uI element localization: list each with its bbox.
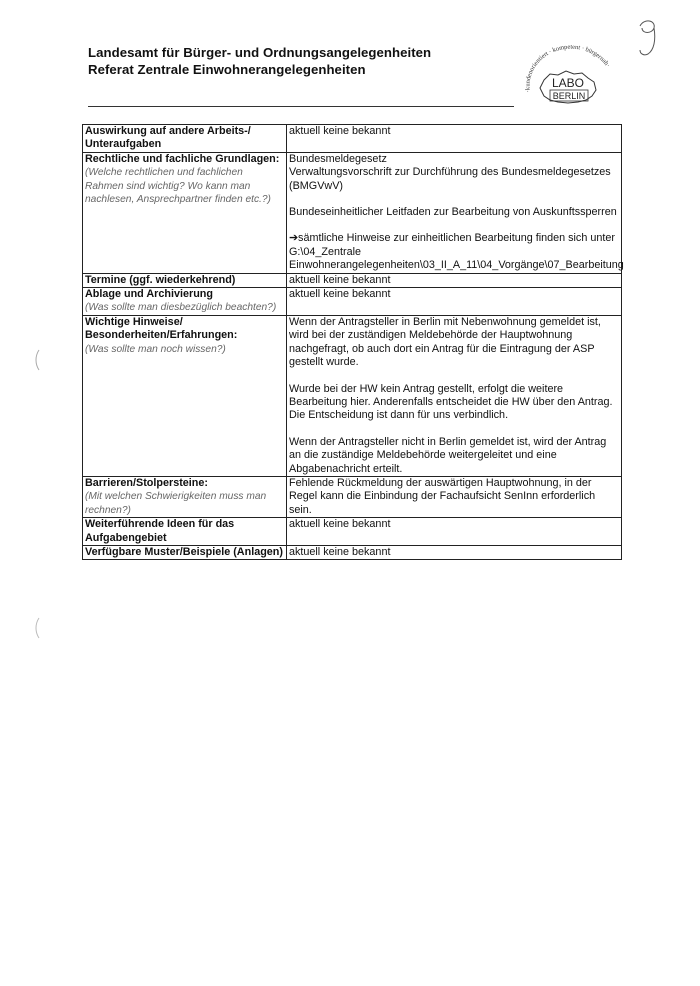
table-row [83,288,622,316]
row-value-cell [287,273,622,287]
margin-mark [32,348,42,372]
row-value: Bundesmeldegesetz [289,152,387,165]
row-value-cell [287,545,622,559]
row-label: Verfügbare Muster/Beispiele (Anlagen) [85,545,283,558]
row-value: aktuell keine bekannt [289,545,391,558]
table-row [83,476,622,517]
row-label: Ablage und Archivierung [85,288,213,301]
row-hint: (Welche rechtlichen und fachlichen Rahmen sind wichtig? Wo kann man nachlesen, Ansprechpartner finden etc.?) [85,167,271,206]
row-value: aktuell keine bekannt [289,288,391,301]
table-row [83,315,622,476]
row-value-cell [287,152,622,273]
row-value-cell [287,476,622,517]
row-label: Rechtliche und fachliche Grundlagen: [85,152,280,165]
row-label-cell [83,476,287,517]
row-value-path-note: ➔sämtliche Hinweise zur einheitlichen Bearbeitung finden sich unter G:\04_Zentrale Einwohnerangelegenheiten\03_II_A_11\04_Vorgänge\07_Bearbeitung [289,232,624,272]
row-hint: (Mit welchen Schwierigkeiten muss man rechnen?) [85,491,267,516]
row-value: aktuell keine bekannt [289,125,391,137]
table-row [83,125,622,153]
seal-logo-bottom: BERLIN [552,91,586,101]
document-header [88,44,508,78]
page-number-value: 9 [630,14,631,15]
row-hint: (Was sollte man noch wissen?) [85,343,226,355]
header-authority: Landesamt für Bürger- und Ordnungsangelegenheiten [88,45,432,60]
row-value-cell [287,125,622,153]
table-row [83,152,622,273]
labo-berlin-seal-icon [516,30,622,114]
table-row [83,545,622,559]
row-label-cell [83,545,287,559]
row-value: aktuell keine bekannt [289,518,391,531]
row-label: Wichtige Hinweise/ Besonderheiten/Erfahrungen: [85,315,238,342]
row-value: Fehlende Rückmeldung der auswärtigen Hauptwohnung, in der Regel kann die Einbindung der Fachaufsicht SenInn erforderlich sein. [289,476,596,516]
header-divider [88,106,514,107]
row-label: Weiterführende Ideen für das Aufgabengebiet [85,518,235,544]
row-value: Wenn der Antragsteller in Berlin mit Nebenwohnung gemeldet ist, wird bei der zuständigen Meldebehörde der Hauptwohnung nachgefragt, ob auch dort ein Antrag für die Eintragung der ASP gestellt wurde. [289,315,601,369]
row-value-cell [287,315,622,476]
row-value: Verwaltungsvorschrift zur Durchführung des Bundesmeldegesetzes (BMGVwV) [289,166,611,192]
row-value-cell [287,288,622,316]
margin-mark [32,616,42,640]
table-row [83,518,622,546]
row-value: Bundeseinheitlicher Leitfaden zur Bearbeitung von Auskunftssperren [289,206,617,219]
header-department: Referat Zentrale Einwohnerangelegenheiten [88,62,366,77]
table-row [83,273,622,287]
row-label-cell [83,518,287,546]
row-label-cell [83,125,287,153]
row-hint: (Was sollte man diesbezüglich beachten?) [85,302,277,314]
row-label-cell [83,315,287,476]
seal-ring-text: ·kundenorientiert · kompetent · bürgernah· [524,43,612,93]
row-label: Termine (ggf. wiederkehrend) [85,273,236,286]
task-description-table [82,124,622,560]
row-value: Wenn der Antragsteller nicht in Berlin gemeldet ist, wird der Antrag an die zuständige Meldebehörde weitergeleitet und eine Abgabenachricht erteilt. [289,435,607,475]
row-value-cell [287,518,622,546]
row-value: Wurde bei der HW kein Antrag gestellt, erfolgt die weitere Bearbeitung hier. Anderenfalls entscheidet die HW über den Antrag. Die Entscheidung ist dann für uns verbindlich. [289,382,613,422]
row-label: Barrieren/Stolpersteine: [85,476,209,489]
row-value: aktuell keine bekannt [289,273,391,286]
row-label-cell [83,273,287,287]
seal-logo-top: LABO [551,76,585,90]
handwritten-page-number [630,14,666,60]
row-label-cell [83,152,287,273]
row-label: Auswirkung auf andere Arbeits-/ Unteraufgaben [85,125,251,151]
row-label-cell [83,288,287,316]
